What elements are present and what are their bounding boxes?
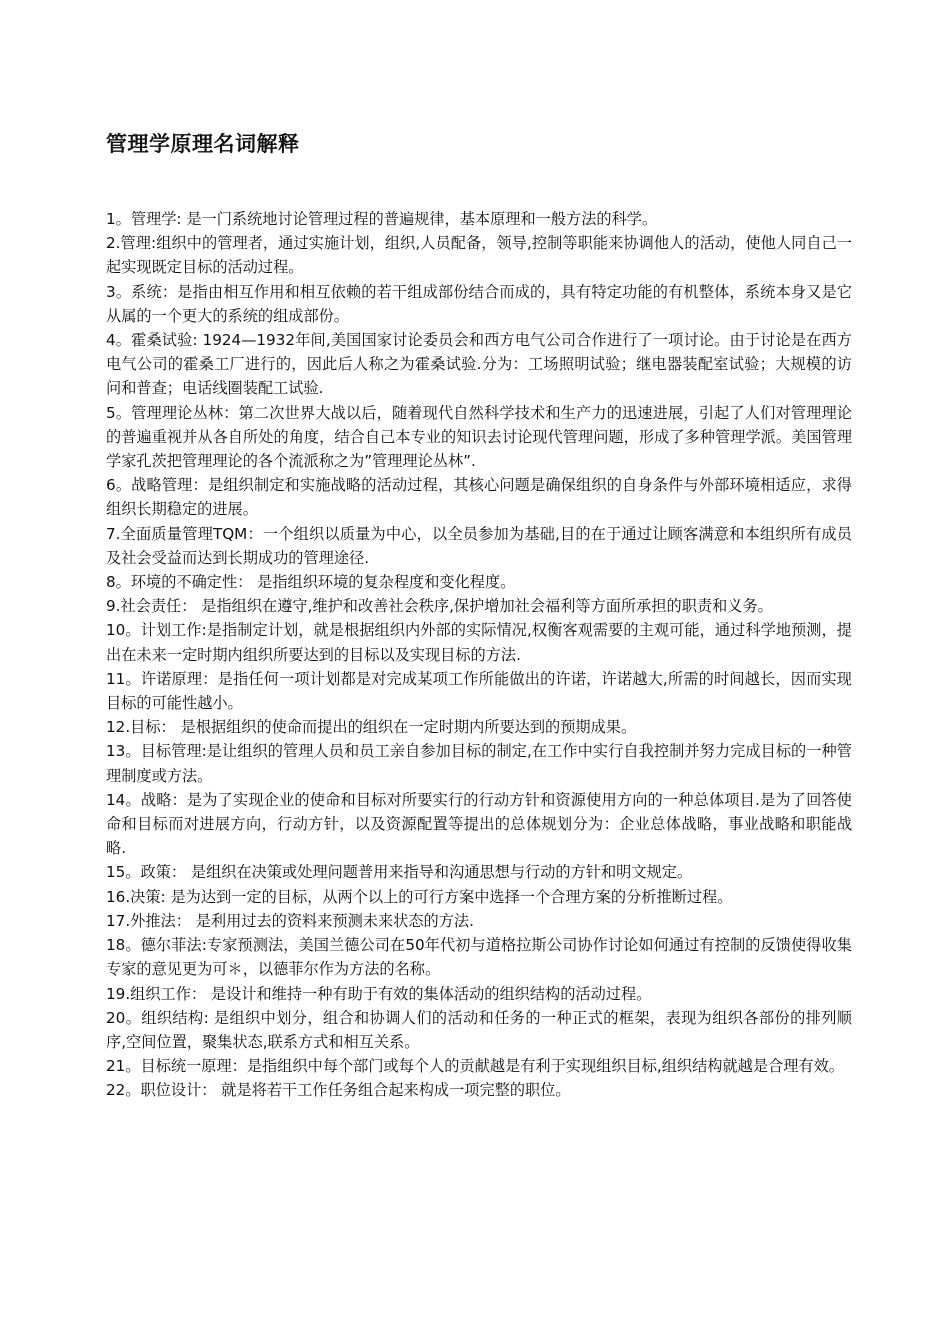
term-definition: 20。组织结构: 是组织中划分，组合和协调人们的活动和任务的一种正式的框架，表现为组织各部份的排列顺序,空间位置，聚集状态,联系方式和相互关系。 — [106, 1008, 852, 1051]
term-definition: 12.目标： 是根据组织的使命而提出的组织在一定时期内所要达到的预期成果。 — [106, 718, 637, 737]
term-definition: 2.管理:组织中的管理者，通过实施计划，组织,人员配备，领导,控制等职能来协调他人的活动，使他人同自己一起实现既定目标的活动过程。 — [106, 234, 852, 277]
term-definition: 10。计划工作:是指制定计划，就是根据组织内外部的实际情况,权衡客观需要的主观可能，通过科学地预测，提出在未来一定时期内组织所要达到的目标以及实现目标的方法. — [106, 621, 852, 664]
term-definition: 1。管理学: 是一门系统地讨论管理过程的普遍规律，基本原理和一般方法的科学。 — [106, 210, 658, 228]
term-definition: 22。职位设计： 就是将若干工作任务组合起来构成一项完整的职位。 — [106, 1081, 571, 1100]
term-definition: 21。目标统一原理：是指组织中每个部门或每个人的贡献越是有利于实现组织目标,组织结构就越是合理有效。 — [106, 1057, 844, 1076]
term-definition: 16.决策: 是为达到一定的目标，从两个以上的可行方案中选择一个合理方案的分析推断过程。 — [106, 887, 733, 906]
term-definition: 9.社会责任： 是指组织在遵守,维护和改善社会秩序,保护增加社会福利等方面所承担的职责和义务。 — [106, 597, 773, 616]
term-definition: 7.全面质量管理TQM：一个组织以质量为中心，以全员参加为基础,目的在于通过让顾客满意和本组织所有成员及社会受益而达到长期成功的管理途径. — [106, 524, 852, 567]
term-definition: 13。目标管理:是让组织的管理人员和员工亲自参加目标的制定,在工作中实行自我控制并努力完成目标的一种管理制度或方法。 — [106, 742, 852, 785]
term-definition: 11。许诺原理：是指任何一项计划都是对完成某项工作所能做出的许诺，许诺越大,所需的时间越长，因而实现目标的可能性越小。 — [106, 669, 852, 713]
document-title: 管理学原理名词解释 — [106, 132, 300, 156]
term-definition: 18。德尔菲法:专家预测法，美国兰德公司在50年代初与道格拉斯公司协作讨论如何通过有控制的反馈使得收集专家的意见更为可＊，以德菲尔作为方法的名称。 — [106, 936, 852, 979]
term-definition: 8。环境的不确定性： 是指组织环境的复杂程度和变化程度。 — [106, 573, 516, 592]
term-definition: 3。系统：是指由相互作用和相互依赖的若干组成部份结合而成的，具有特定功能的有机整体，系统本身又是它从属的一个更大的系统的组成部份。 — [106, 282, 852, 325]
term-definition-list — [106, 207, 852, 1103]
term-definition: 14。战略：是为了实现企业的使命和目标对所要实行的行动方针和资源使用方向的一种总体项目.是为了回答使命和目标而对进展方向，行动方针，以及资源配置等提出的总体规划分为：企业总体战略，事业战略和职能战略. — [106, 790, 852, 858]
term-definition: 17.外推法： 是利用过去的资料来预测未来状态的方法. — [106, 911, 474, 930]
term-definition: 4。霍桑试验: 1924—1932年间,美国国家讨论委员会和西方电气公司合作进行了一项讨论。由于讨论是在西方电气公司的霍桑工厂进行的，因此后人称之为霍桑试验.分为：工场照明试验；继电器装配室试验；大规模的访问和普查；电话线圈装配工试验. — [106, 331, 852, 398]
term-definition: 15。政策： 是组织在决策或处理问题普用来指导和沟通思想与行动的方针和明文规定。 — [106, 863, 693, 882]
term-definition: 5。管理理论丛林：第二次世界大战以后，随着现代自然科学技术和生产力的迅速进展，引起了人们对管理理论的普遍重视并从各自所处的角度，结合自己本专业的知识去讨论现代管理问题，形成了多种管理学派。美国管理学家孔茨把管理理论的各个流派称之为”管理理论丛林”. — [106, 403, 852, 471]
term-definition: 6。战略管理：是组织制定和实施战略的活动过程，其核心问题是确保组织的自身条件与外部环境相适应，求得组织长期稳定的进展。 — [106, 476, 852, 519]
term-definition: 19.组织工作： 是设计和维持一种有助于有效的集体活动的组织结构的活动过程。 — [106, 984, 652, 1003]
